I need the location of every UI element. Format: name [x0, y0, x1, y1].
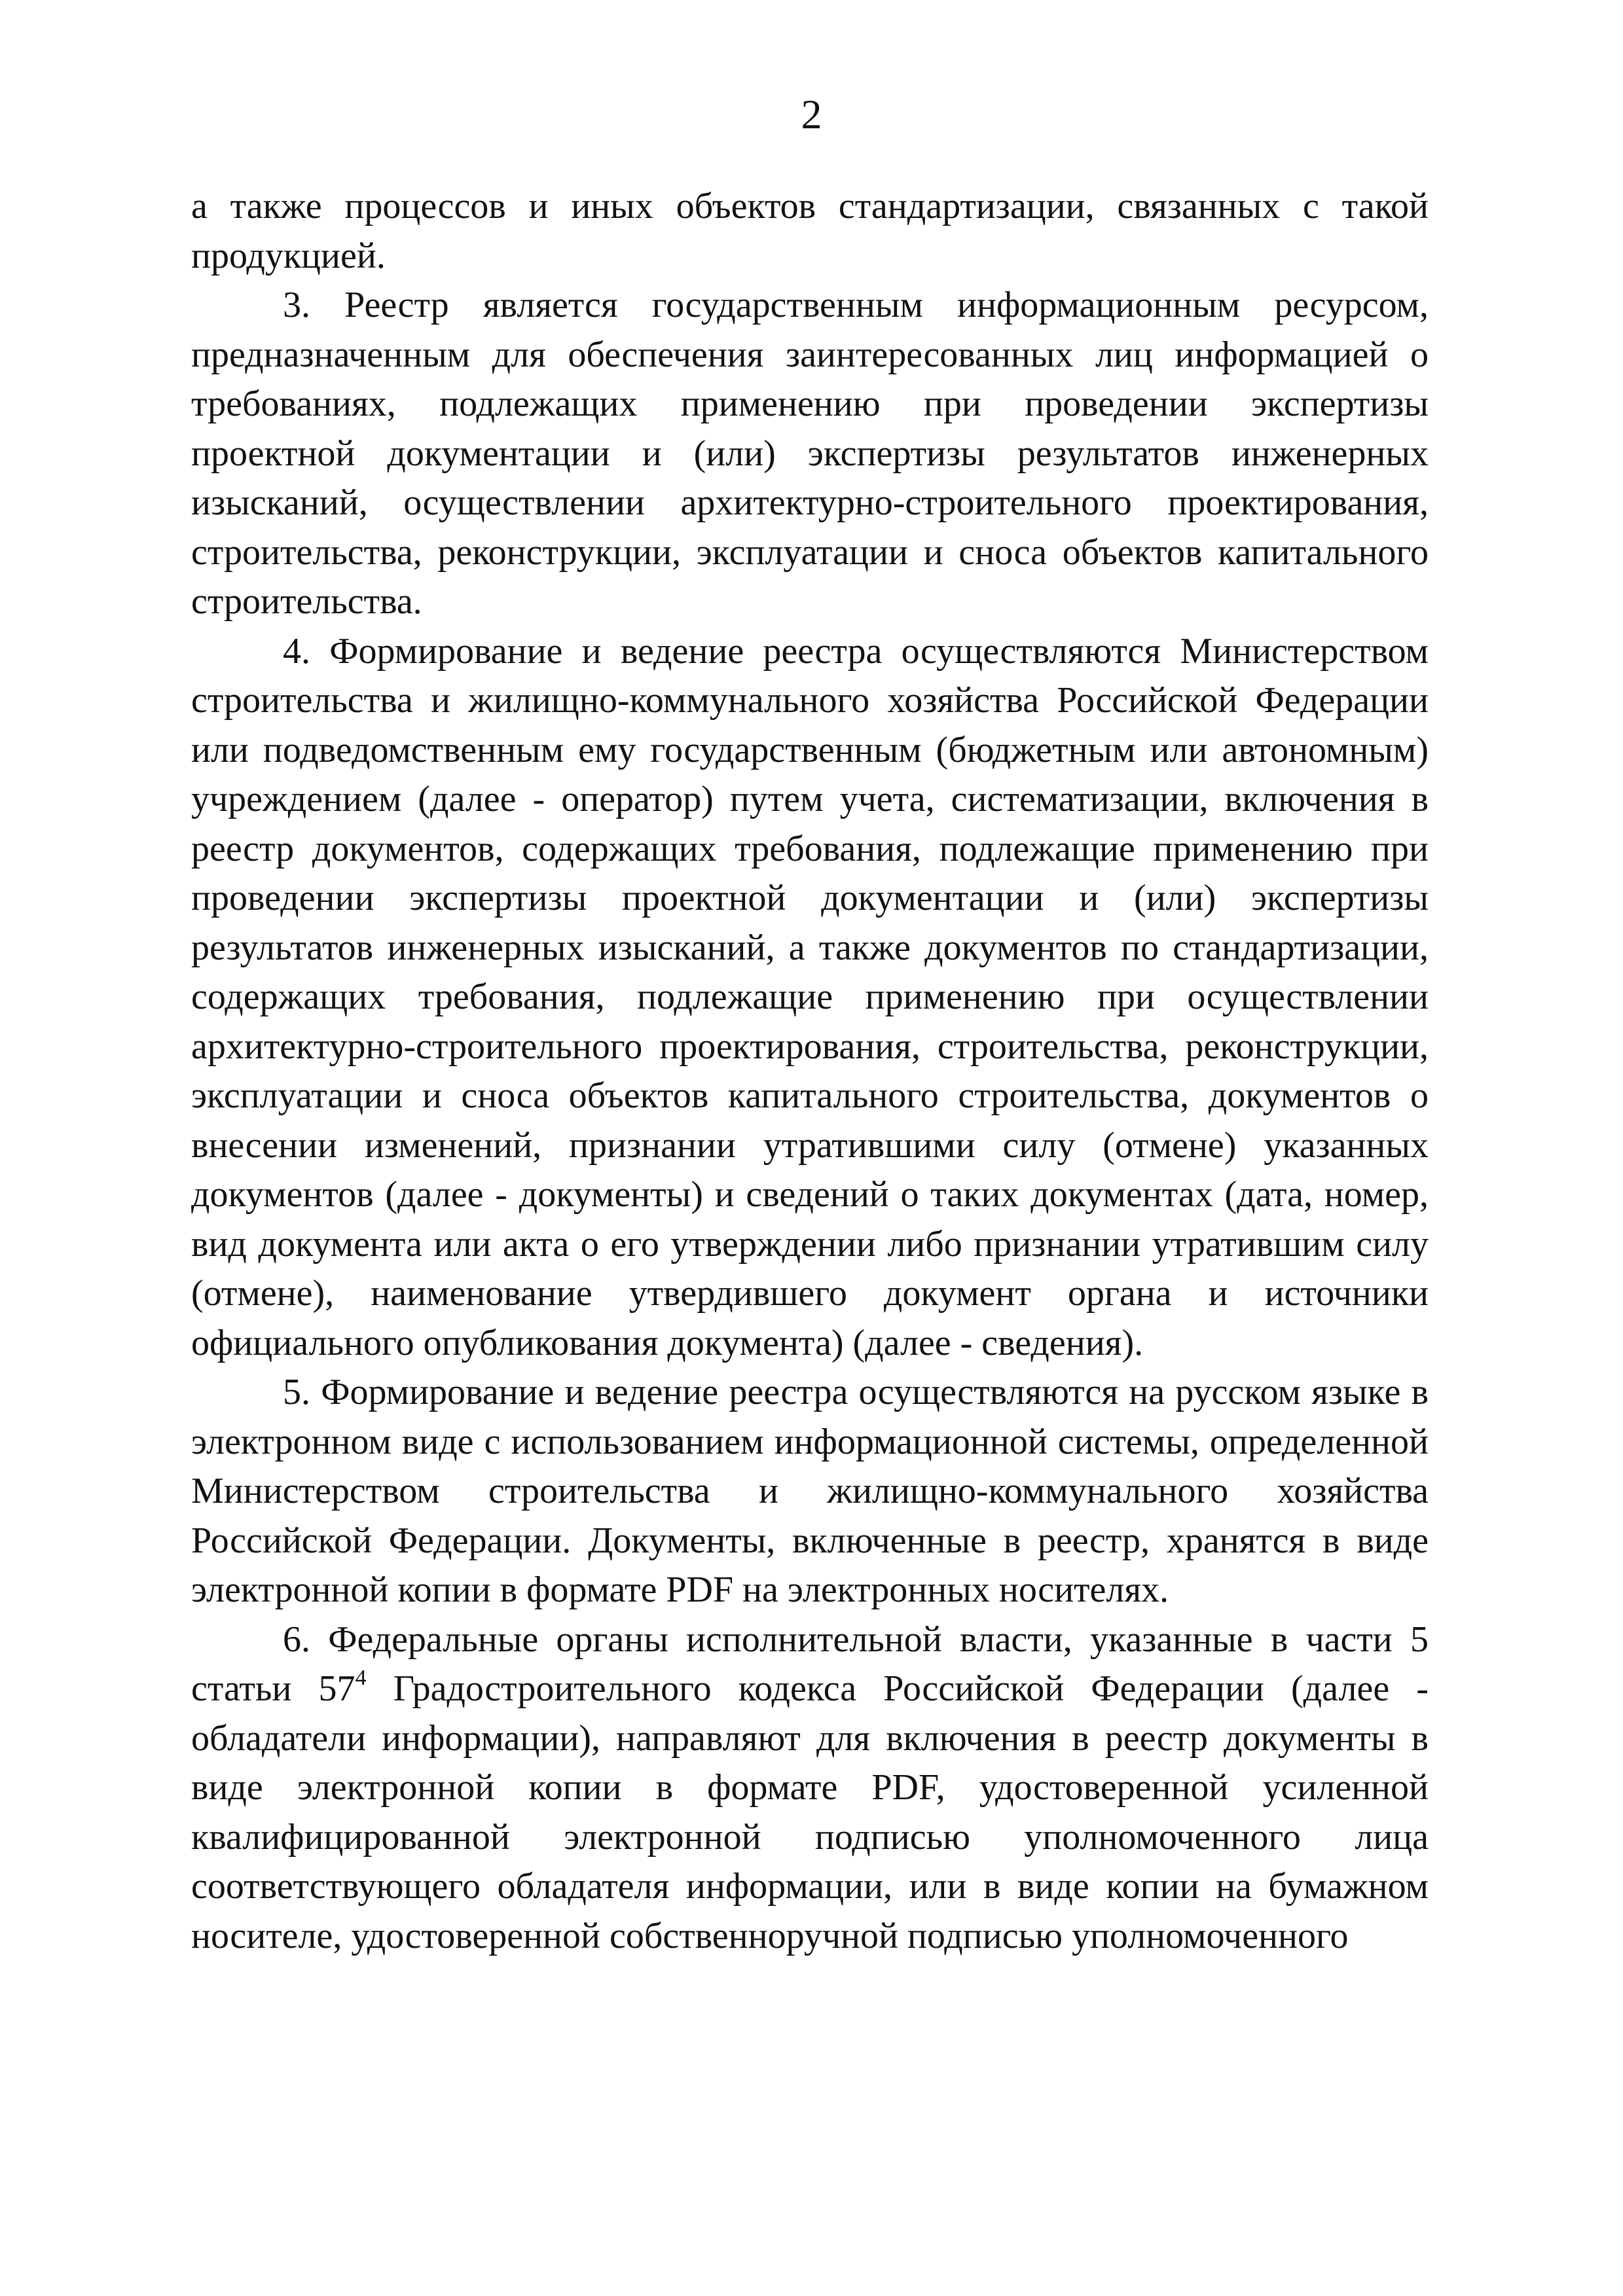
paragraph-item-4: 4. Формирование и ведение реестра осуществляются Министерством строительства и жилищно-коммунального хозяйства Российской Федерации или подведомственным ему государственным (бюджетным или автономным) учреждением (далее - оператор) путем учета, систематизации, включения в реестр документов, содержащих требования, подлежащие применению при проведении экспертизы проектной документации и (или) экспертизы результатов инженерных изысканий, а также документов по стандартизации, содержащих требования, подлежащие применению при осуществлении архитектурно-строительного проектирования, строительства, реконструкции, эксплуатации и сноса объектов капитального строительства, документов о внесении изменений, признании утратившими силу (отмене) указанных документов (далее - документы) и сведений о таких документах (дата, номер, вид документа или акта о его утверждении либо признании утратившим силу (отмене), наименование утвердившего документ органа и источники официального опубликования документа) (далее - сведения).	[191, 630, 1429, 1363]
document-body	[191, 182, 1429, 1961]
paragraph-item-6-text-end: Градостроительного кодекса Российской Федерации (далее - обладатели информации), направляют для включения в реестр документы в виде электронной копии в формате PDF, удостоверенной усиленной квалифицированной электронной подписью уполномоченного лица соответствующего обладателя информации, или в виде копии на бумажном носителе, удостоверенной собственноручной подписью уполномоченного	[191, 1668, 1429, 1956]
paragraph-continuation: а также процессов и иных объектов стандартизации, связанных с такой продукцией.	[191, 186, 1429, 276]
paragraph-item-6	[191, 1615, 1429, 1962]
paragraph-item-3: 3. Реестр является государственным информационным ресурсом, предназначенным для обеспечения заинтересованных лиц информацией о требованиях, подлежащих применению при проведении экспертизы проектной документации и (или) экспертизы результатов инженерных изысканий, осуществлении архитектурно-строительного проектирования, строительства, реконструкции, эксплуатации и сноса объектов капитального строительства.	[191, 285, 1429, 622]
paragraph-item-5: 5. Формирование и ведение реестра осуществляются на русском языке в электронном виде с использованием информационной системы, определенной Министерством строительства и жилищно-коммунального хозяйства Российской Федерации. Документы, включенные в реестр, хранятся в виде электронной копии в формате PDF на электронных носителях.	[191, 1372, 1429, 1610]
page-number: 2	[801, 91, 822, 137]
article-superscript: 4	[355, 1666, 367, 1690]
paragraph-item-6-text-start: 6. Федеральные органы исполнительной власти, указанные в части 5 статьи 57	[191, 1619, 1429, 1709]
